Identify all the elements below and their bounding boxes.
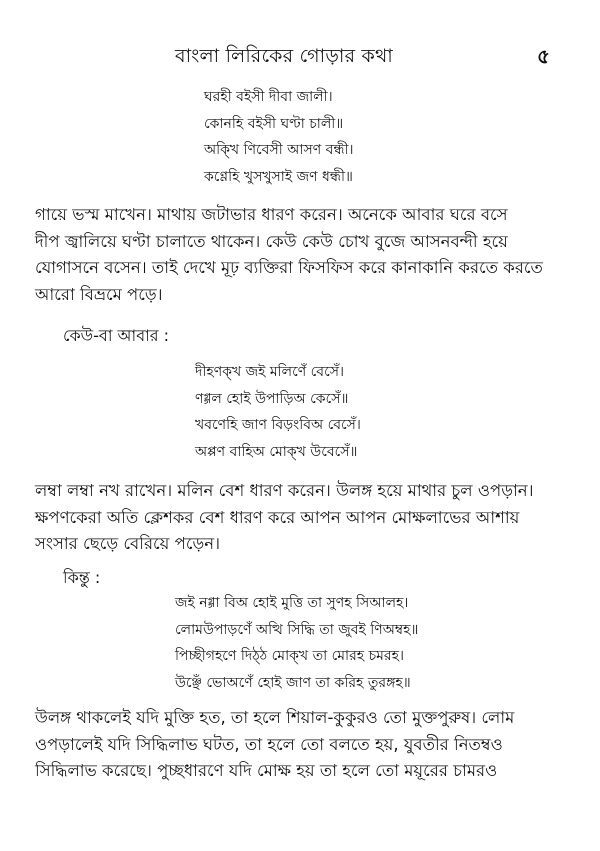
prose-line: গায়ে ভস্ম মাখেন। মাথায় জটাভার ধারণ করেন। অনেকে আবার ঘরে বসে [35, 205, 508, 224]
prose-line: সংসার ছেড়ে বেরিয়ে পড়েন। [35, 534, 220, 553]
prose-line: উলঙ্গ থাকলেই যদি মুক্তি হত, তা হলে শিয়াল-কুকুরও তো মুক্তপুরুষ। লোম [35, 708, 515, 727]
verse-line: কণ্ণেহি খুসখুসাই জণ ধন্ধী॥ [204, 168, 353, 185]
verse-line: কোনহি বইসী ঘণ্টা চালী॥ [204, 115, 344, 132]
page-number: ৫ [537, 44, 550, 68]
prose-line: সিদ্ধিলাভ করেছে। পুচ্ছধারণে যদি মোক্ষ হয় তা হলে তো ময়ূরের চামরও [35, 761, 498, 780]
verse-intro-2: কিন্তু : [63, 568, 101, 587]
prose-paragraph-1 [35, 202, 575, 308]
verse-line: উঞ্ছেঁ ভোঅণেঁ হোই জাণ তা করিহ তুরঙ্গহ॥ [175, 674, 411, 691]
prose-paragraph-3 [35, 705, 575, 785]
verse-line: অপ্পণ বাহিঅ মোক্খ উবেসেঁ॥ [195, 443, 358, 460]
verse-block-3 [175, 590, 418, 696]
running-title: বাংলা লিরিকের গোড়ার কথা [175, 45, 394, 67]
verse-intro-1: কেউ-বা আবার : [63, 326, 170, 345]
verse-line: ঘরহী বইসী দীবা জালী। [204, 89, 333, 105]
verse-block-2 [195, 359, 361, 465]
verse-line: অক্খি ণিবেসী আসণ বন্ধী। [204, 142, 354, 158]
verse-line: ণগ্গল হোই উপাড়িঅ কেসেঁ॥ [195, 390, 349, 407]
prose-line: আরো বিভ্রমে পড়ে। [35, 284, 163, 304]
prose-line: দীপ জ্বালিয়ে ঘণ্টা চালাতে থাকেন। কেউ কেউ চোখ বুজে আসনবন্দী হয়ে [35, 231, 508, 251]
prose-paragraph-2 [35, 478, 575, 558]
verse-line: খবণেহি জাণ বিড়ংবিঅ বেসেঁ। [195, 417, 361, 433]
page-header [0, 42, 600, 72]
verse-line: লোমউপাড়ণেঁ অত্থি সিদ্ধি তা জুবই ণিঅম্বহ॥ [175, 621, 419, 638]
prose-line: ক্ষপণকেরা অতি ক্লেশকর বেশ ধারণ করে আপন আপন মোক্ষলাভের আশায় [35, 507, 520, 527]
verse-block-1 [204, 84, 354, 190]
prose-line: ওপড়ালেই যদি সিদ্ধিলাভ ঘটত, তা হলে তো বলতে হয়, যুবতীর নিতম্বও [35, 734, 503, 754]
prose-line: যোগাসনে বসেন। তাই দেখে মূঢ় ব্যক্তিরা ফিসফিস করে কানাকানি করতে করতে [35, 258, 543, 277]
verse-line: পিচ্ছীগহণে দিঠ্ঠ মোক্খ তা মোরহ চমরহ। [175, 648, 404, 664]
prose-line: লম্বা লম্বা নখ রাখেন। মলিন বেশ ধারণ করেন। উলঙ্গ হয়ে মাথার চুল ওপড়ান। [35, 481, 534, 500]
verse-line: দীহণক্খ জই মলিণেঁ বেসেঁ। [195, 364, 344, 380]
verse-line: জই নগ্গা বিঅ হোই মুত্তি তা সুণহ সিআলহ। [175, 595, 409, 611]
